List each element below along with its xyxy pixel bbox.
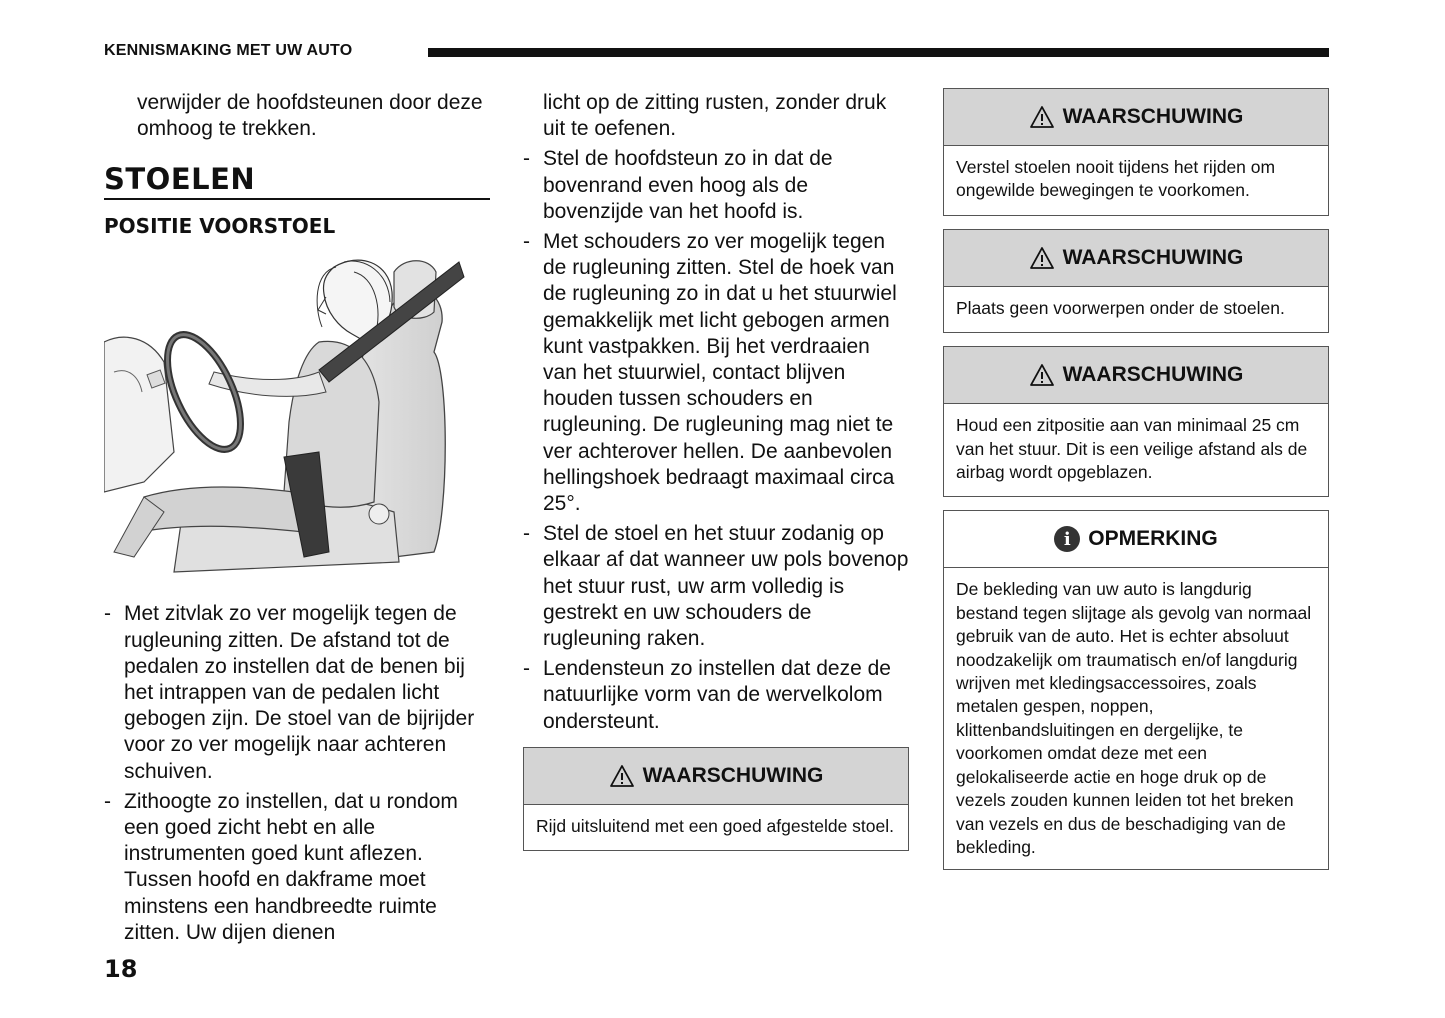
continuation-text: licht op de zitting rusten, zonder druk uit te oefenen. [543, 91, 887, 141]
col2-bullet-list [523, 146, 909, 734]
warning-title: WAARSCHUWING [1062, 105, 1244, 128]
list-item: - Stel de hoofdsteun zo in dat de bovenrand even hoog als de bovenzijde van het hoofd is. [523, 146, 909, 225]
warning-box [523, 747, 909, 851]
warning-box [943, 88, 1329, 216]
warning-triangle-icon [1029, 246, 1055, 270]
note-header [944, 511, 1328, 568]
note-text: De bekleding van uw auto is langdurig bestand tegen slijtage als gevolg van normaal gebruik van de auto. Het is echter absoluut noodzakelijk om traumatisch en/of langdurig wrijven met kledingsaccessoires, zoals metalen gespen, noppen, klittenbandsluitingen en dergelijke, te voorkomen omdat deze met een gelokaliseerde actie en hoge druk op de vezels zouden kunnen leiden tot het breken van vezels en dus de beschadiging van de bekleding. [956, 579, 1312, 857]
warning-box [943, 346, 1329, 497]
warning-header [944, 347, 1328, 404]
list-item: - Zithoogte zo instellen, dat u rondom een goed zicht hebt en alle instrumenten goed kunt aflezen. Tussen hoofd en dakframe moet minstens een handbreedte ruimte zitten. Uw dijen dienen [104, 789, 490, 946]
note-box [943, 510, 1329, 870]
warning-header [944, 89, 1328, 146]
page-number: 18 [104, 955, 138, 983]
warning-triangle-icon [609, 764, 635, 788]
section-heading: STOELEN [104, 162, 490, 200]
warning-text: Rijd uitsluitend met een goed afgestelde stoel. [536, 815, 895, 836]
info-icon: i [1054, 526, 1080, 552]
col1-bullet-list [104, 601, 490, 946]
warning-text: Plaats geen voorwerpen onder de stoelen. [956, 297, 1285, 318]
section-subheading: POSITIE VOORSTOEL [104, 214, 336, 239]
warning-text: Houd een zitpositie aan van minimaal 25 cm van het stuur. Dit is een veilige afstand als de airbag wordt opgeblazen. [956, 415, 1308, 483]
intro-text: verwijder de hoofdsteunen door deze omhoog te trekken. [137, 91, 483, 141]
header-title: KENNISMAKING MET UW AUTO [104, 42, 353, 59]
warning-header [524, 748, 908, 805]
column-left [104, 90, 490, 950]
list-item: - Met zitvlak zo ver mogelijk tegen de rugleuning zitten. De afstand tot de pedalen zo instellen dat de benen bij het intrappen van de pedalen licht gebogen zijn. De stoel van de bijrijder voor zo ver mogelijk naar achteren schuiven. [104, 601, 490, 784]
list-item: - Stel de stoel en het stuur zodanig op elkaar af dat wanneer uw pols bovenop het stuur rust, uw arm volledig is gestrekt en uw schouders de rugleuning raken. [523, 521, 909, 652]
driver-seat-illustration [104, 252, 490, 582]
list-item: - Lendensteun zo instellen dat deze de natuurlijke vorm van de wervelkolom ondersteunt. [523, 656, 909, 735]
list-item: - Met schouders zo ver mogelijk tegen de rugleuning zitten. Stel de hoek van de rugleuning zo in dat u het stuurwiel gemakkelijk met licht gebogen armen kunt vastpakken. Bij het verdraaien van het stuurwiel, contact blijven houden tussen schouders en rugleuning. De rugleuning mag niet te ver achterover hellen. De aanbevolen hellingshoek bedraagt maximaal circa 25°. [523, 229, 909, 517]
warning-title: WAARSCHUWING [1062, 245, 1244, 269]
warning-text: Verstel stoelen nooit tijdens het rijden om ongewilde bewegingen te voorkomen. [956, 157, 1276, 201]
column-right [943, 88, 1329, 883]
warning-box [943, 229, 1329, 333]
warning-triangle-icon [1029, 363, 1055, 387]
warning-triangle-icon [1029, 105, 1055, 129]
warning-header [944, 230, 1328, 287]
note-title: OPMERKING [1088, 527, 1218, 551]
header-rule [428, 48, 1329, 57]
warning-title: WAARSCHUWING [642, 763, 824, 787]
warning-title: WAARSCHUWING [1062, 363, 1244, 387]
column-middle [523, 90, 909, 864]
